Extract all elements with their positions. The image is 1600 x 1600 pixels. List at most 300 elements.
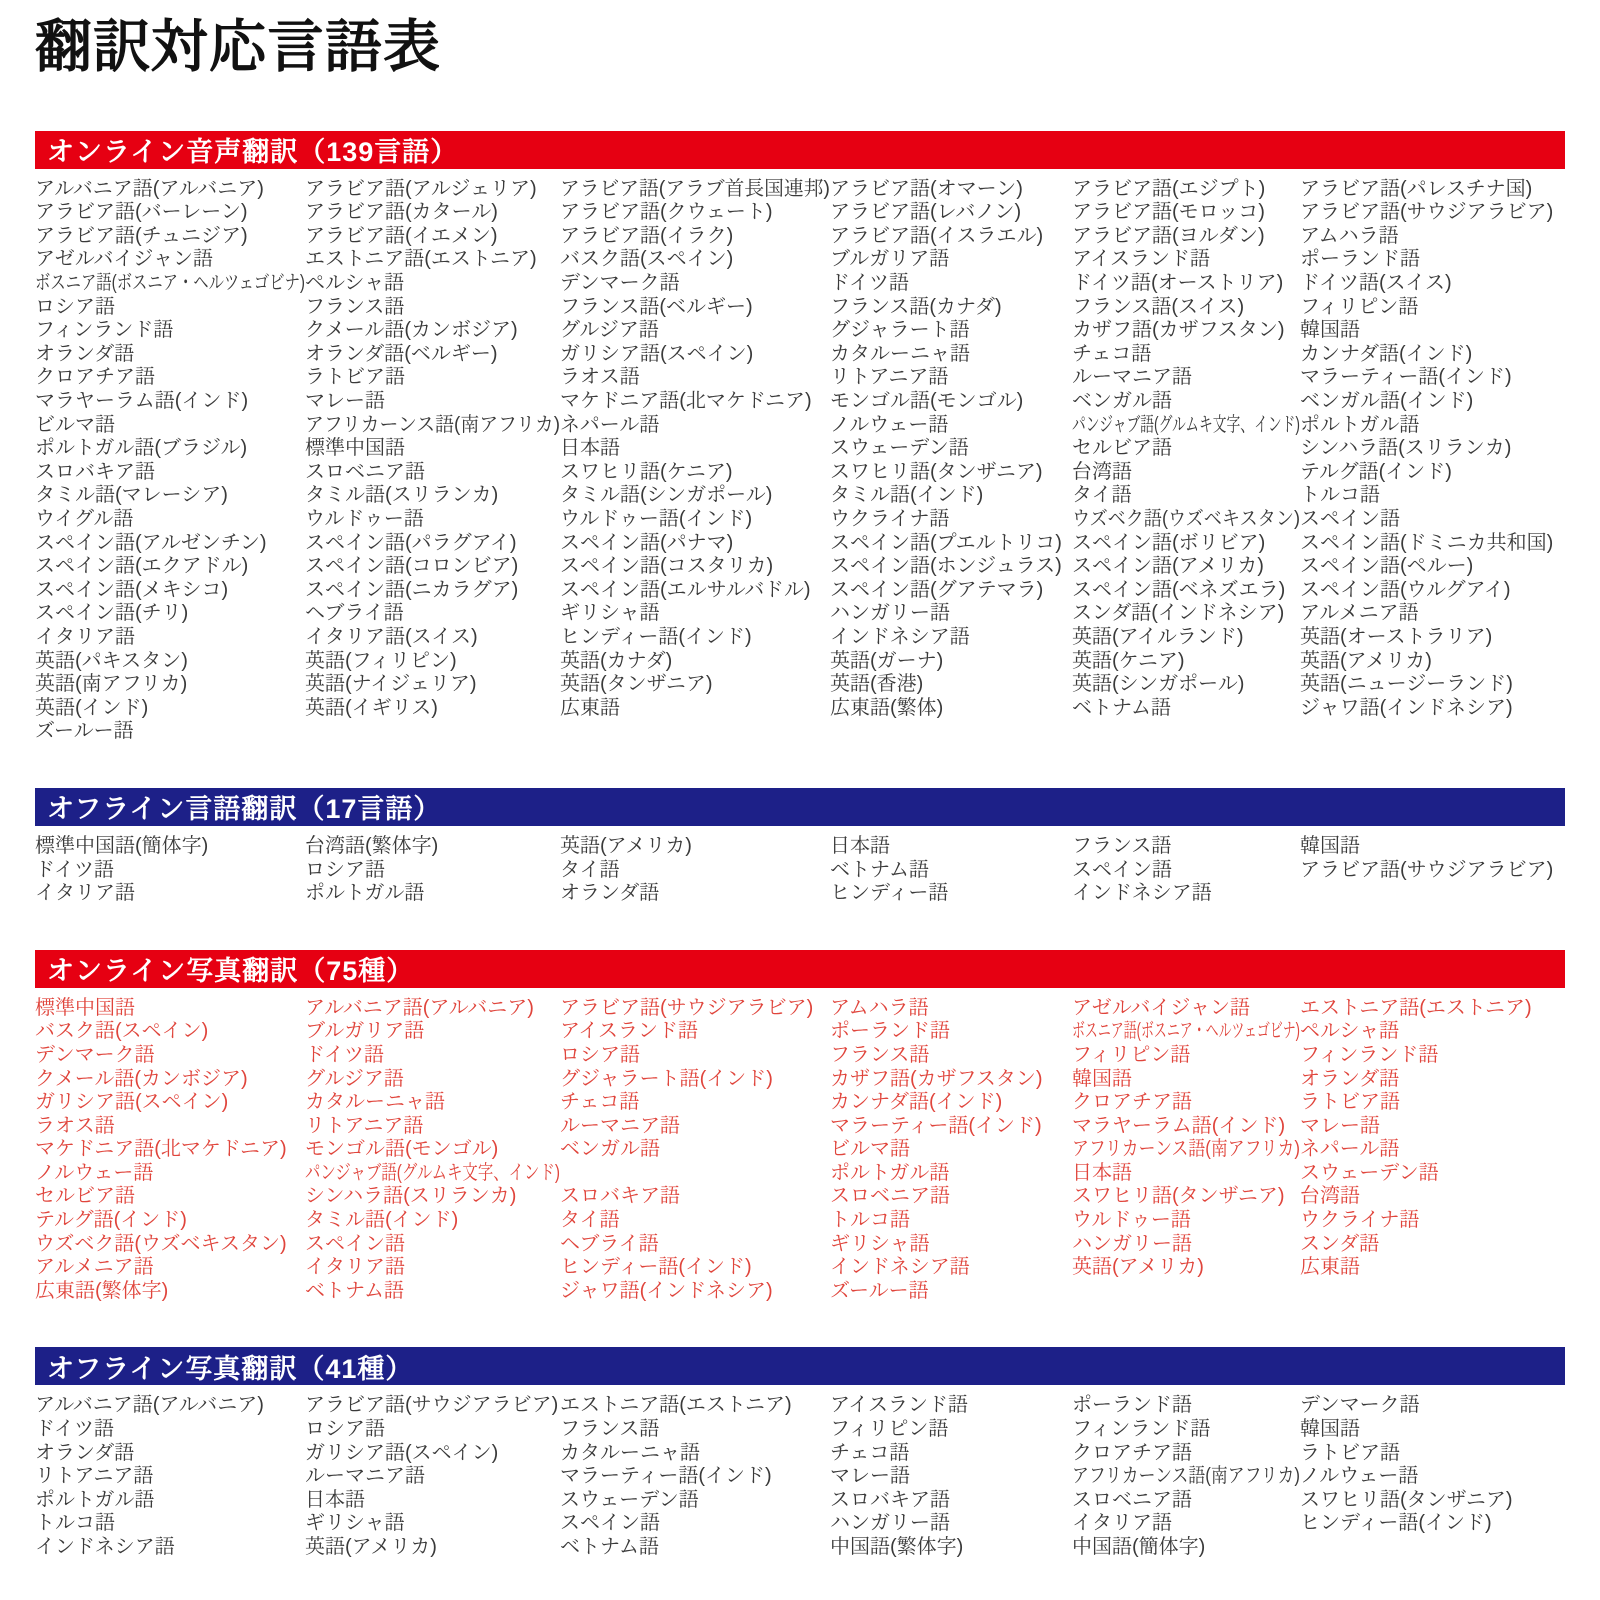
language-label: ハンガリー語: [1072, 1232, 1192, 1255]
language-item: [305, 1512, 560, 1536]
language-label: タミル語(インド): [305, 1209, 459, 1232]
language-column-5: [1072, 835, 1300, 906]
language-label: ポルトガル語: [830, 1161, 950, 1184]
language-label: 広東語(繁体字): [35, 1279, 169, 1302]
section-header-online-voice: [35, 131, 1565, 169]
language-label: スウェーデン語: [560, 1488, 699, 1511]
language-item: [35, 1068, 305, 1092]
language-label: オランダ語(ベルギー): [305, 342, 498, 365]
language-item: [305, 1091, 560, 1115]
language-label: スロバキア語: [560, 1185, 680, 1208]
language-item: [830, 532, 1072, 556]
language-item: [830, 673, 1072, 697]
language-label: 韓国語: [1300, 1418, 1360, 1441]
language-label: スンダ語(インドネシア): [1072, 602, 1285, 625]
language-label: エストニア語(エストニア): [1300, 996, 1532, 1019]
language-label: フィンランド語: [35, 319, 174, 342]
language-label: ジャワ語(インドネシア): [1300, 696, 1513, 719]
section-header-label: オフライン写真翻訳（41種）: [47, 1353, 414, 1384]
language-label: アラビア語(バーレーン): [35, 201, 248, 224]
language-label: スロバキア語: [35, 460, 155, 483]
language-label: アラビア語(エジプト): [1072, 177, 1266, 200]
language-label: 韓国語: [1300, 834, 1360, 857]
language-label: グルジア語: [305, 1067, 404, 1090]
language-label: 英語(カナダ): [560, 649, 673, 672]
language-item: [1072, 532, 1300, 556]
language-item: [560, 835, 830, 859]
language-label: スペイン語(パラグアイ): [305, 531, 517, 554]
language-item: [1300, 697, 1565, 721]
language-item: [1300, 1442, 1565, 1466]
language-label: カタルーニャ語: [830, 342, 970, 365]
language-item: [1300, 1162, 1565, 1186]
language-item: [1072, 1512, 1300, 1536]
language-item: [35, 437, 305, 461]
section-header-offline-photo: [35, 1347, 1565, 1385]
section-header-offline-language: [35, 788, 1565, 826]
language-label: スペイン語(メキシコ): [35, 578, 229, 601]
language-item: [560, 461, 830, 485]
language-item: [560, 1536, 830, 1560]
language-label: ウルドゥー語: [1072, 1209, 1191, 1232]
language-label: トルコ語: [1300, 484, 1380, 507]
language-label: アラビア語(アラブ首長国連邦): [560, 177, 830, 200]
language-label: イタリア語: [35, 625, 135, 648]
language-label: オランダ語: [35, 1441, 135, 1464]
language-label: スワヒリ語(タンザニア): [1300, 1488, 1513, 1511]
language-label: ドイツ語(オーストリア): [1072, 272, 1284, 295]
language-item: [1072, 1044, 1300, 1068]
language-label: アラビア語(イエメン): [305, 224, 498, 247]
language-label: タイ語: [1072, 484, 1132, 507]
language-item: [1300, 1020, 1565, 1044]
language-item: [305, 1418, 560, 1442]
language-item: [830, 319, 1072, 343]
language-label: スペイン語(パナマ): [560, 531, 734, 554]
language-item: [1072, 272, 1300, 296]
language-item: [35, 882, 305, 906]
language-label: ノルウェー語: [1300, 1465, 1419, 1488]
language-item: [35, 1020, 305, 1044]
language-label: 英語(オーストラリア): [1300, 625, 1493, 648]
language-item: [1072, 1209, 1300, 1233]
language-item: [1072, 1233, 1300, 1257]
language-label: アラビア語(イラク): [560, 224, 734, 247]
language-label: ウイグル語: [35, 508, 134, 530]
language-label: スロベニア語: [1072, 1488, 1192, 1511]
language-label: シンハラ語(スリランカ): [305, 1185, 517, 1208]
language-item: [560, 178, 830, 202]
language-column-1: [35, 178, 305, 744]
language-item: [560, 1280, 830, 1304]
language-item: [35, 697, 305, 721]
language-grid: [35, 835, 1565, 906]
language-label: ビルマ語: [35, 413, 115, 436]
language-item: [560, 1185, 830, 1209]
language-label: アラビア語(ヨルダン): [1072, 224, 1265, 247]
language-label: 英語(シンガポール): [1072, 673, 1245, 696]
language-item: [35, 1044, 305, 1068]
language-item: [560, 1044, 830, 1068]
language-label: フランス語(カナダ): [830, 295, 1002, 318]
language-item: [1300, 296, 1565, 320]
language-label: アラビア語(カタール): [305, 201, 498, 224]
language-column-4: [830, 1394, 1072, 1559]
language-label: アルバニア語(アルバニア): [305, 996, 534, 1019]
language-item: [35, 1162, 305, 1186]
language-label: ベンガル語(インド): [1300, 390, 1474, 413]
language-label: ベトナム語: [560, 1536, 659, 1558]
language-item: [1300, 225, 1565, 249]
language-label: ギリシャ語: [830, 1232, 930, 1255]
language-item: [1072, 1185, 1300, 1209]
language-item: [560, 1512, 830, 1536]
language-item: [305, 272, 560, 296]
language-item: [35, 272, 305, 296]
language-column-6: [1300, 178, 1565, 744]
language-item: [830, 997, 1072, 1021]
language-item: [35, 720, 305, 744]
language-item: [830, 697, 1072, 721]
language-item: [305, 997, 560, 1021]
language-label: アラビア語(クウェート): [560, 201, 773, 224]
language-label: クメール語(カンボジア): [305, 319, 518, 342]
language-item: [35, 859, 305, 883]
language-item: [35, 508, 305, 532]
language-label: エストニア語(エストニア): [305, 248, 537, 271]
language-label: アラビア語(チュニジア): [35, 224, 248, 247]
language-item: [305, 178, 560, 202]
language-label: アラビア語(パレスチナ国): [1300, 177, 1533, 200]
language-label: ヒンディー語: [830, 882, 949, 905]
language-label: グルジア語: [560, 319, 659, 342]
language-label: 英語(香港): [830, 673, 924, 696]
language-item: [830, 1465, 1072, 1489]
language-item: [1300, 1209, 1565, 1233]
language-label: 標準中国語: [35, 996, 135, 1019]
language-label: スペイン語(エクアドル): [35, 555, 249, 578]
language-label: スロベニア語: [305, 460, 425, 483]
language-label: アラビア語(レバノン): [830, 201, 1022, 224]
language-grid: [35, 997, 1565, 1304]
language-item: [35, 1394, 305, 1418]
language-item: [1072, 555, 1300, 579]
language-label: スロベニア語: [830, 1185, 950, 1208]
language-label: 英語(アメリカ): [560, 834, 692, 857]
language-column-2: [305, 1394, 560, 1559]
language-item: [1072, 343, 1300, 367]
language-item: [560, 1020, 830, 1044]
language-item: [1072, 1489, 1300, 1513]
language-label: ギリシャ語: [305, 1512, 405, 1535]
language-item: [1072, 1256, 1300, 1280]
language-item: [1072, 1465, 1300, 1489]
language-item: [830, 1489, 1072, 1513]
page-title: 翻訳対応言語表: [35, 15, 441, 79]
language-item: [305, 532, 560, 556]
language-item: [305, 1280, 560, 1304]
language-item: [830, 1418, 1072, 1442]
language-label: ノルウェー語: [830, 413, 949, 436]
language-item: [305, 1536, 560, 1560]
language-label: 広東語: [1300, 1256, 1360, 1279]
language-item: [1300, 461, 1565, 485]
language-label: スペイン語: [305, 1232, 405, 1255]
language-item: [305, 437, 560, 461]
language-label: スペイン語(プエルトリコ): [830, 531, 1062, 554]
language-item: [830, 248, 1072, 272]
language-column-3: [560, 1394, 830, 1559]
language-label: スウェーデン語: [1300, 1161, 1439, 1184]
language-item: [305, 1394, 560, 1418]
language-label: バスク語(スペイン): [35, 1020, 209, 1043]
language-item: [305, 1044, 560, 1068]
language-label: アムハラ語: [830, 996, 929, 1019]
language-label: スワヒリ語(タンザニア): [1072, 1185, 1285, 1208]
language-item: [560, 1418, 830, 1442]
language-item: [560, 296, 830, 320]
language-label: オランダ語: [35, 342, 135, 365]
language-item: [830, 1138, 1072, 1162]
language-item: [560, 248, 830, 272]
language-item: [35, 484, 305, 508]
language-item: [305, 484, 560, 508]
language-item: [1072, 1394, 1300, 1418]
language-label: グジャラート語(インド): [560, 1067, 773, 1090]
language-label: ラトビア語: [1300, 1091, 1400, 1114]
language-label: ルーマニア語: [560, 1114, 680, 1137]
language-item: [35, 1280, 305, 1304]
language-label: ポルトガル語: [305, 882, 425, 905]
language-item: [305, 390, 560, 414]
language-item: [830, 484, 1072, 508]
language-label: アルメニア語: [35, 1256, 154, 1279]
language-label: ウクライナ語: [1300, 1209, 1420, 1232]
language-label: ブルガリア語: [305, 1020, 425, 1043]
language-column-2: [305, 835, 560, 906]
language-item: [560, 319, 830, 343]
language-grid: [35, 1394, 1565, 1559]
language-item: [1300, 1489, 1565, 1513]
language-item: [1072, 508, 1300, 532]
language-label: 英語(イギリス): [305, 696, 438, 719]
language-item: [1300, 201, 1565, 225]
language-item: [830, 1091, 1072, 1115]
language-item: [830, 650, 1072, 674]
language-label: アゼルバイジャン語: [35, 248, 213, 271]
language-label: セルビア語: [1072, 437, 1172, 460]
language-label: 英語(インド): [35, 696, 149, 719]
language-label: フランス語: [1072, 834, 1172, 857]
language-label: ドイツ語: [830, 272, 909, 295]
language-item: [1300, 532, 1565, 556]
language-item: [560, 508, 830, 532]
language-item: [560, 1465, 830, 1489]
language-label: ヘブライ語: [305, 602, 404, 625]
language-label: ドイツ語: [35, 858, 114, 881]
language-label: ベトナム語: [1072, 696, 1171, 719]
language-item: [35, 626, 305, 650]
language-label: ガリシア語(スペイン): [560, 342, 754, 365]
language-item: [560, 272, 830, 296]
language-item: [305, 1442, 560, 1466]
language-item: [560, 673, 830, 697]
language-item: [35, 1256, 305, 1280]
language-item: [830, 296, 1072, 320]
language-label: カンナダ語(インド): [830, 1091, 1003, 1114]
language-label: アイスランド語: [1072, 248, 1210, 271]
language-item: [1300, 366, 1565, 390]
language-item: [1300, 390, 1565, 414]
language-item: [830, 225, 1072, 249]
language-item: [1300, 1091, 1565, 1115]
language-label: マレー語: [830, 1465, 910, 1488]
language-label: アフリカーンス語(南アフリカ): [305, 413, 560, 436]
language-item: [830, 1115, 1072, 1139]
language-label: 標準中国語(簡体字): [35, 834, 209, 857]
language-item: [1300, 437, 1565, 461]
language-label: ポーランド語: [830, 1020, 950, 1043]
language-item: [305, 626, 560, 650]
language-item: [305, 1465, 560, 1489]
language-item: [35, 1209, 305, 1233]
language-label: フィリピン語: [1072, 1043, 1191, 1066]
language-item: [830, 1233, 1072, 1257]
language-item: [35, 532, 305, 556]
language-item: [560, 1489, 830, 1513]
language-label: イタリア語: [1072, 1512, 1172, 1535]
language-label: デンマーク語: [35, 1043, 155, 1066]
language-item: [35, 650, 305, 674]
language-item: [1072, 882, 1300, 906]
language-item: [305, 1489, 560, 1513]
language-item: [1300, 835, 1565, 859]
language-item: [560, 859, 830, 883]
language-item: [560, 437, 830, 461]
language-label: スペイン語(ボリビア): [1072, 531, 1266, 554]
language-label: カザフ語(カザフスタン): [830, 1067, 1043, 1090]
language-item: [305, 1162, 560, 1186]
language-label: タミル語(シンガポール): [560, 484, 773, 507]
language-item: [1300, 1068, 1565, 1092]
language-item: [35, 296, 305, 320]
language-item: [560, 602, 830, 626]
language-item: [560, 201, 830, 225]
language-label: 日本語: [305, 1488, 365, 1511]
section-online-voice: [35, 131, 1565, 744]
language-item: [560, 1115, 830, 1139]
language-label: アラビア語(アルジェリア): [305, 177, 537, 200]
language-item: [35, 1489, 305, 1513]
language-item: [560, 390, 830, 414]
language-label: テルグ語(インド): [35, 1209, 187, 1232]
language-label: ブルガリア語: [830, 248, 950, 271]
language-label: モンゴル語(モンゴル): [305, 1138, 499, 1161]
language-item: [305, 1256, 560, 1280]
language-item: [305, 319, 560, 343]
language-label: スペイン語(ドミニカ共和国): [1300, 531, 1554, 554]
language-label: ボスニア語(ボスニア・ヘルツェゴビナ): [35, 272, 305, 295]
language-item: [305, 1138, 560, 1162]
language-item: [830, 201, 1072, 225]
language-label: アルメニア語: [1300, 602, 1419, 625]
language-item: [1072, 296, 1300, 320]
language-label: ヒンディー語(インド): [1300, 1512, 1492, 1535]
language-label: スワヒリ語(ケニア): [560, 460, 733, 483]
language-item: [1072, 1115, 1300, 1139]
language-item: [305, 835, 560, 859]
language-item: [35, 343, 305, 367]
language-item: [560, 532, 830, 556]
language-item: [1300, 1256, 1565, 1280]
language-label: フランス語: [830, 1043, 930, 1066]
sections-container: [35, 131, 1565, 1560]
language-item: [1072, 650, 1300, 674]
language-item: [1072, 366, 1300, 390]
language-label: 英語(アメリカ): [1300, 649, 1432, 672]
language-item: [1300, 272, 1565, 296]
language-label: ウズベク語(ウズベキスタン): [35, 1232, 287, 1255]
language-column-6: [1300, 1394, 1565, 1559]
language-label: アムハラ語: [1300, 224, 1399, 247]
language-column-5: [1072, 178, 1300, 744]
language-item: [35, 835, 305, 859]
language-item: [830, 1512, 1072, 1536]
language-label: ラオス語: [560, 366, 640, 389]
language-label: フランス語(スイス): [1072, 295, 1245, 318]
language-label: ガリシア語(スペイン): [305, 1441, 499, 1464]
language-item: [1072, 437, 1300, 461]
language-label: ヘブライ語: [560, 1232, 659, 1255]
language-item: [830, 343, 1072, 367]
language-item: [305, 1185, 560, 1209]
language-item: [35, 1465, 305, 1489]
language-item: [1300, 248, 1565, 272]
language-item: [830, 1256, 1072, 1280]
language-item: [305, 225, 560, 249]
language-label: マレー語: [1300, 1114, 1380, 1137]
language-item: [1072, 859, 1300, 883]
language-item: [1300, 1138, 1565, 1162]
language-label: カンナダ語(インド): [1300, 342, 1473, 365]
language-item: [305, 1115, 560, 1139]
language-label: ベトナム語: [830, 858, 929, 881]
language-column-4: [830, 997, 1072, 1304]
language-label: アラビア語(サウジアラビア): [1300, 858, 1554, 881]
language-label: ジャワ語(インドネシア): [560, 1279, 773, 1302]
language-label: ベンガル語: [560, 1138, 660, 1161]
language-label: アラビア語(サウジアラビア): [560, 996, 814, 1019]
language-item: [35, 1115, 305, 1139]
language-item: [560, 1209, 830, 1233]
language-item: [1300, 178, 1565, 202]
language-item: [35, 414, 305, 438]
language-label: スペイン語(ベネズエラ): [1072, 578, 1286, 601]
language-item: [830, 272, 1072, 296]
language-label: アルバニア語(アルバニア): [35, 1394, 264, 1417]
language-item: [830, 178, 1072, 202]
language-label: ラトビア語: [305, 366, 405, 389]
language-label: ラトビア語: [1300, 1441, 1400, 1464]
section-header-online-photo: [35, 950, 1565, 988]
language-item: [1300, 626, 1565, 650]
language-label: フィリピン語: [830, 1418, 949, 1441]
language-label: ロシア語: [305, 1418, 385, 1441]
language-label: ウルドゥー語: [305, 508, 424, 530]
language-label: シンハラ語(スリランカ): [1300, 437, 1512, 460]
language-item: [1072, 1138, 1300, 1162]
language-label: スロバキア語: [830, 1488, 950, 1511]
